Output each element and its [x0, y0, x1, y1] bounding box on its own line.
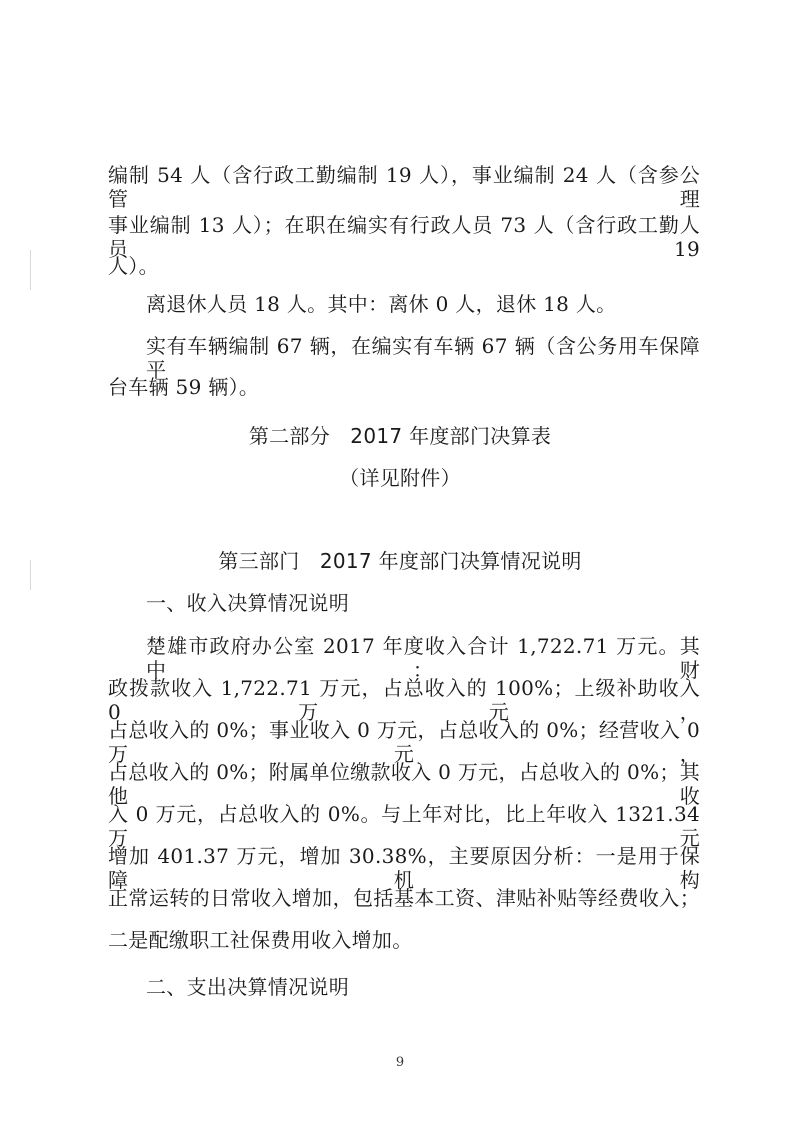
staffing-line-1: 编制 54 人（含行政工勤编制 19 人），事业编制 24 人（含参公管理: [108, 163, 700, 211]
retired-staff-paragraph: 离退休人员 18 人。其中：离休 0 人，退休 18 人。: [146, 292, 617, 316]
income-line-4: 占总收入的 0%；附属单位缴款收入 0 万元，占总收入的 0%；其他收: [108, 760, 700, 808]
vehicles-line-1: 实有车辆编制 67 辆，在编实有车辆 67 辆（含公务用车保障平: [146, 334, 700, 382]
vehicles-line-2: 台车辆 59 辆）。: [108, 375, 260, 399]
section2-title: 二、支出决算情况说明: [146, 975, 349, 999]
section1-title: 一、收入决算情况说明: [146, 591, 349, 615]
staffing-line-2: 事业编制 13 人）；在职在编实有行政人员 73 人（含行政工勤人员 19: [108, 213, 700, 261]
part2-note: （详见附件）: [339, 466, 461, 490]
income-line-6: 增加 401.37 万元，增加 30.38%，主要原因分析：一是用于保障机构: [108, 844, 700, 892]
income-line-7: 正常运转的日常收入增加，包括基本工资、津贴补贴等经费收入；: [108, 886, 700, 910]
part2-title: 第二部分 2017 年度部门决算表: [248, 424, 552, 448]
page-number: 9: [395, 1055, 405, 1070]
part3-title: 第三部门 2017 年度部门决算情况说明: [218, 549, 582, 573]
income-line-5: 入 0 万元，占总收入的 0%。与上年对比，比上年收入 1321.34 万元: [108, 802, 700, 850]
income-line-8: 二是配缴职工社保费用收入增加。: [108, 928, 413, 952]
income-line-3: 占总收入的 0%；事业收入 0 万元，占总收入的 0%；经营收入 0 万元，: [108, 718, 700, 766]
income-line-2: 政拨款收入 1,722.71 万元，占总收入的 100%；上级补助收入 0 万元，: [108, 676, 700, 724]
income-line-1: 楚雄市政府办公室 2017 年度收入合计 1,722.71 万元。其中：财: [146, 634, 700, 682]
scan-edge-mark: [30, 250, 31, 290]
staffing-line-3: 人）。: [108, 254, 159, 278]
